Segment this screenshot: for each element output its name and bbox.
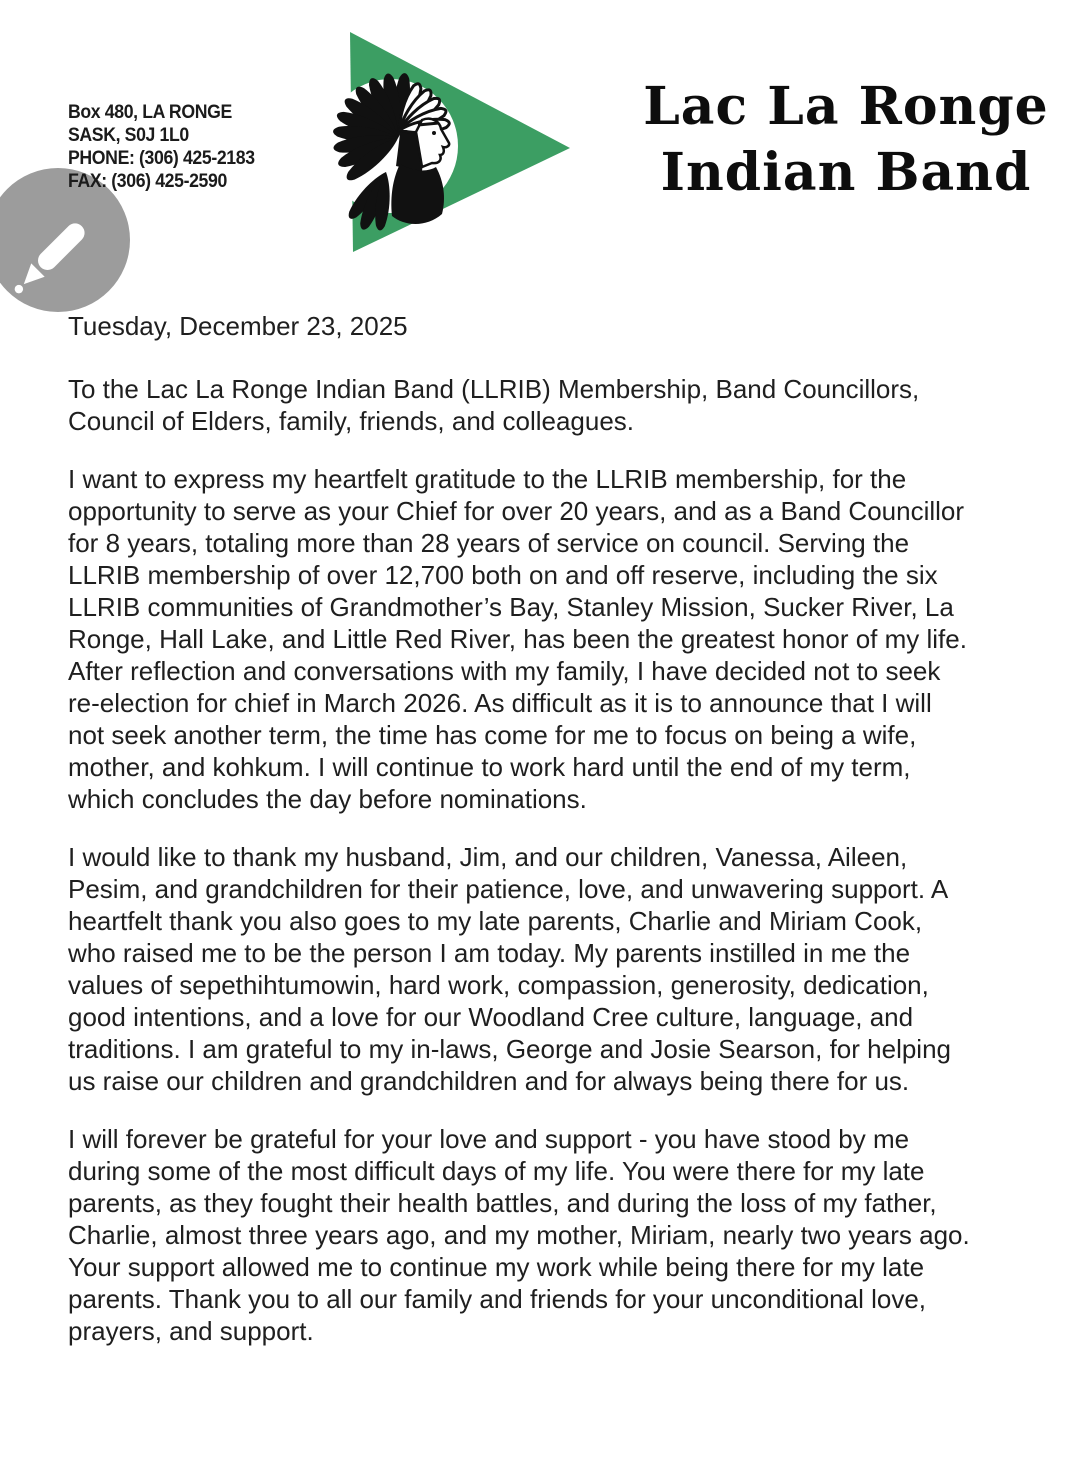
chief-head-arrow-logo-icon [296,20,608,264]
letter-paragraph: I want to express my heartfelt gratitude to the LLRIB membership, for the opportunity to serve as your Chief for over 20 years, and as a Band Councillor for 8 years, totaling more than 28 years of service on council. Serving the LLRIB membership of over 12,700 both on and off reserve, including the six LLRIB communities of Grandmother’s Bay, Stanley Mission, Sucker River, La Ronge, Hall Lake, and Little Red River, has been the greatest honor of my life. After reflection and conversations with my family, I have decided not to seek re-election for chief in March 2026. As difficult as it is to announce that I will not seek another term, the time has come for me to focus on being a wife, mother, and kohkum. I will continue to work hard until the end of my term, which concludes the day before nominations. [68,464,967,814]
address-line: SASK, S0J 1L0 [68,125,189,146]
sender-address [68,101,255,193]
letter-paragraph: I would like to thank my husband, Jim, and our children, Vanessa, Aileen, Pesim, and grandchildren for their patience, love, and unwavering support. A heartfelt thank you also goes to my late parents, Charlie and Miriam Cook, who raised me to be the person I am today. My parents instilled in me the values of sepethihtumowin, hard work, compassion, generosity, dedication, good intentions, and a love for our Woodland Cree culture, language, and traditions. I am grateful to my in-laws, George and Josie Searson, for helping us raise our children and grandchildren and for always being there for us. [68,842,951,1096]
letter-date: Tuesday, December 23, 2025 [68,311,408,341]
letter-body [68,310,973,1373]
band-logo [296,20,608,264]
address-line: PHONE: (306) 425-2183 [68,148,255,169]
letter-salutation: To the Lac La Ronge Indian Band (LLRIB) Membership, Band Councillors, Council of Elders, family, friends, and colleagues. [68,374,920,436]
address-line: Box 480, LA RONGE [68,102,232,123]
address-line: FAX: (306) 425-2590 [68,171,227,192]
letter-paragraph: I will forever be grateful for your love and support - you have stood by me during some of the most difficult days of my life. You were there for my late parents, as they fought their health battles, and during the loss of my father, Charlie, almost three years ago, and my mother, Miriam, nearly two years ago. Your support allowed me to continue my work while being there for my late parents. Thank you to all our family and friends for your unconditional love, prayers, and support. [68,1124,970,1346]
org-name-line2: Indian Band [660,142,1032,203]
org-name-line1: Lac La Ronge [643,76,1049,137]
org-name [628,74,1064,206]
